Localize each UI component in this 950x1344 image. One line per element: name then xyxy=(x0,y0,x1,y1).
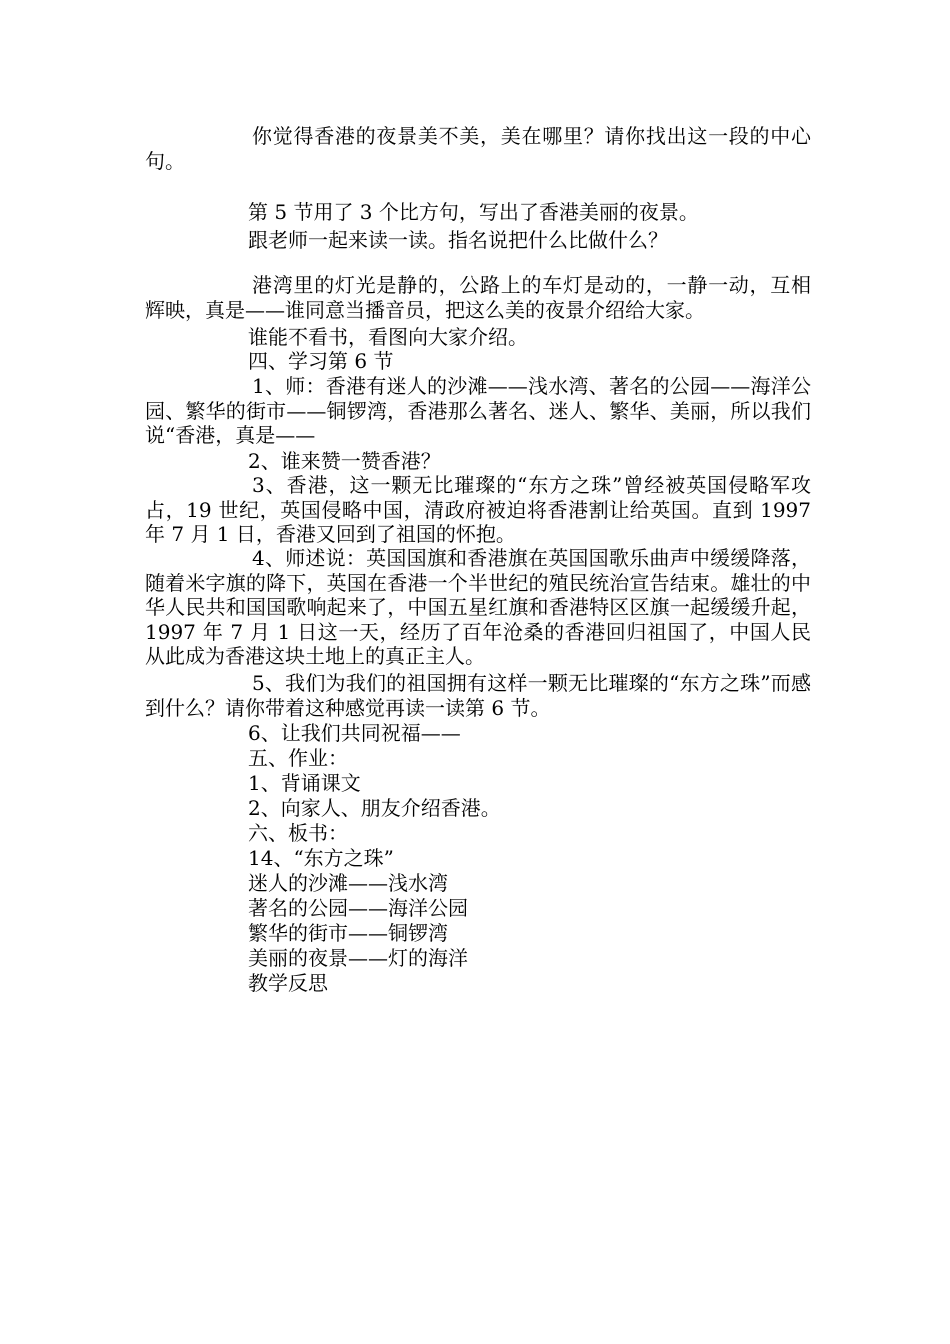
board-line-beach: 迷人的沙滩——浅水湾 xyxy=(248,871,448,895)
heading-homework: 五、作业： xyxy=(248,746,348,770)
paragraph-harbour-lights: 港湾里的灯光是静的，公路上的车灯是动的，一静一动，互相辉映，真是——谁同意当播音员，把这么美的夜景介绍给大家。 xyxy=(145,273,811,322)
homework-item-1: 1、背诵课文 xyxy=(248,771,361,795)
paragraph-item-1-teacher: 1、师：香港有迷人的沙滩——浅水湾、著名的公园——海洋公园、繁华的街市——铜锣湾，香港那么著名、迷人、繁华、美丽，所以我们说“香港，真是—— xyxy=(145,374,811,447)
heading-section-four: 四、学习第 6 节 xyxy=(248,349,394,373)
board-line-street: 繁华的街市——铜锣湾 xyxy=(248,921,448,945)
paragraph-item-6-blessing: 6、让我们共同祝福—— xyxy=(248,721,461,745)
paragraph-night-view-question: 你觉得香港的夜景美不美，美在哪里？请你找出这一段的中心句。 xyxy=(145,124,811,173)
paragraph-item-5-feeling: 5、我们为我们的祖国拥有这样一颗无比璀璨的“东方之珠”而感到什么？请你带着这种感觉再读一读第 6 节。 xyxy=(145,671,811,720)
board-line-night-view: 美丽的夜景——灯的海洋 xyxy=(248,946,468,970)
paragraph-section5-metaphors: 第 5 节用了 3 个比方句，写出了香港美丽的夜景。 xyxy=(248,200,699,224)
paragraph-item-4-narration: 4、师述说：英国国旗和香港旗在英国国歌乐曲声中缓缓降落，随着米字旗的降下，英国在香港一个半世纪的殖民统治宣告结束。雄壮的中华人民共和国国歌响起来了，中国五星红旗和香港特区区旗一起缓缓升起，1997 年 7 月 1 日这一天，经历了百年沧桑的香港回归祖国了，中国人民从此成为香港这块土地上的真正主人。 xyxy=(145,546,811,668)
heading-board-writing: 六、板书： xyxy=(248,821,348,845)
homework-item-2: 2、向家人、朋友介绍香港。 xyxy=(248,796,501,820)
heading-teaching-reflection: 教学反思 xyxy=(248,971,328,995)
board-title: 14、“东方之珠” xyxy=(248,846,394,870)
paragraph-introduce-by-picture: 谁能不看书，看图向大家介绍。 xyxy=(248,325,528,349)
board-line-park: 著名的公园——海洋公园 xyxy=(248,896,468,920)
paragraph-read-with-teacher: 跟老师一起来读一读。指名说把什么比做什么？ xyxy=(248,228,668,252)
paragraph-item-3-history: 3、香港，这一颗无比璀璨的“东方之珠”曾经被英国侵略军攻占，19 世纪，英国侵略中国，清政府被迫将香港割让给英国。直到 1997 年 7 月 1 日，香港又回到了祖国的怀抱。 xyxy=(145,473,811,546)
paragraph-item-2-praise: 2、谁来赞一赞香港？ xyxy=(248,449,441,473)
